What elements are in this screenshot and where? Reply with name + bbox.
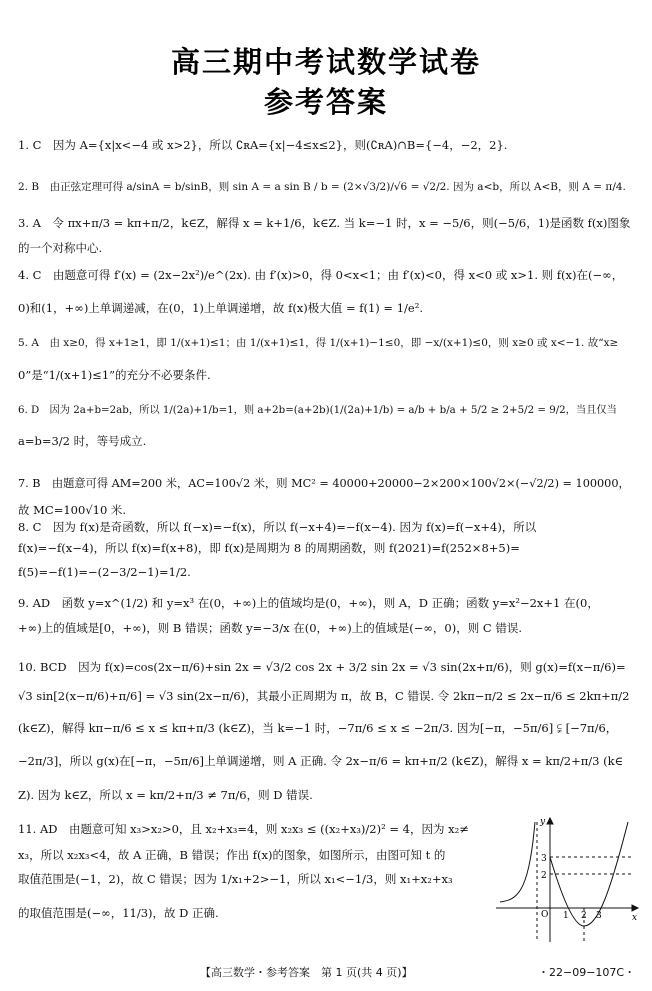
y-axis-arrow (547, 818, 553, 824)
answer-line: 6. D 因为 2a+b=2ab，所以 1/(2a)+1/b=1，则 a+2b=(a+2b)(1/(2a)+1/b) = a/b + b/a + 5/2 ≥ 2+5/2 = 9/2，当且仅当 (18, 404, 617, 416)
answer-line: √3 sin[2(x−π/6)+π/6] = √3 sin(2x−π/6)，其最小正周期为 π，故 B，C 错误. 令 2kπ−π/2 ≤ 2x−π/6 ≤ 2kπ+π/2 (18, 689, 630, 703)
answer-line: 故 MC=100√10 米. (18, 503, 127, 517)
tick-y-3: 3 (541, 854, 547, 864)
answer-line: 0)和(1，+∞)上单调递减，在(0，1)上单调递增，故 f(x)极大值 = f(1) = 1/e². (18, 301, 423, 315)
page-subtitle: 参考答案 (263, 85, 388, 119)
page-footer: 【高三数学・参考答案 第 1 页(共 4 页)】 (200, 966, 413, 979)
answer-line: 5. A 由 x≥0，得 x+1≥1，即 1/(x+1)≤1；由 1/(x+1)≤1，得 1/(x+1)−1≤0，即 −x/(x+1)≤0，则 x≥0 或 x<−1. 故“x≥ (18, 337, 619, 349)
axis-y-label: y (540, 817, 546, 827)
answer-line: 1. C 因为 A={x|x<−4 或 x>2}，所以 ∁ʀA={x|−4≤x≤2}，则(∁ʀA)∩B={−4，−2，2}. (18, 138, 508, 152)
answer-line: 0”是“1/(x+1)≤1”的充分不必要条件. (18, 368, 211, 382)
answer-line: 10. BCD 因为 f(x)=cos(2x−π/6)+sin 2x = √3/2 cos 2x + 3/2 sin 2x = √3 sin(2x+π/6)，则 g(x)=f(x−π/6)= (18, 660, 626, 674)
left-branch (500, 822, 535, 902)
answer-line: 3. A 令 πx+π/3 = kπ+π/2，k∈Z，解得 x = k+1/6，k∈Z. 当 k=−1 时，x = −5/6，则(−5/6，1)是函数 f(x)图象 (18, 216, 631, 230)
function-graph (492, 812, 642, 947)
answer-line: Z). 因为 k∈Z，所以 x = kπ/2+π/3 ≠ 7π/6，则 D 错误. (18, 788, 313, 802)
answer-line: f(5)=−f(1)=−(2−3/2−1)=1/2. (18, 565, 191, 579)
document-code: ・22−09−107C・ (538, 966, 636, 979)
answer-line: 的一个对称中心. (18, 241, 103, 255)
answer-line: x₃，所以 x₂x₃<4，故 A 正确，B 错误；作出 f(x)的图象，如图所示，由图可知 t 的 (18, 848, 446, 862)
tick-x-2: 2 (581, 911, 587, 921)
answer-line: f(x)=−f(x−4)，所以 f(x)=f(x+8)，即 f(x)是周期为 8 的周期函数，则 f(2021)=f(252×8+5)= (18, 541, 520, 555)
origin-label: O (541, 910, 549, 920)
tick-x-3: 3 (596, 911, 602, 921)
answer-line: −2π/3]，所以 g(x)在[−π，−5π/6]上单调递增，则 A 正确. 令 2x−π/6 = kπ+π/2 (k∈Z)，解得 x = kπ/2+π/3 (k∈ (18, 754, 624, 768)
answer-line: a=b=3/2 时，等号成立. (18, 434, 147, 448)
answer-line: 的取值范围是(−∞，11/3)，故 D 正确. (18, 906, 219, 920)
answer-line: 2. B 由正弦定理可得 a/sinA = b/sinB，则 sin A = a sin B / b = (2×√3/2)/√6 = √2/2. 因为 a<b，所以 A<B，则 A = π/4. (18, 181, 626, 193)
tick-y-2: 2 (541, 871, 547, 881)
x-axis-arrow (632, 905, 638, 911)
answer-line: 8. C 因为 f(x)是奇函数，所以 f(−x)=−f(x)，所以 f(−x+4)=−f(x−4). 因为 f(x)=f(−x+4)，所以 (18, 520, 537, 534)
answer-line: 7. B 由题意可得 AM=200 米，AC=100√2 米，则 MC² = 40000+20000−2×200×100√2×(−√2/2) = 100000， (18, 477, 630, 490)
answer-line: (k∈Z)，解得 kπ−π/6 ≤ x ≤ kπ+π/3 (k∈Z)，当 k=−1 时，−7π/6 ≤ x ≤ −2π/3. 因为[−π，−5π/6] ⫋ [−7π/6， (18, 721, 618, 735)
answer-line: 11. AD 由题意可知 x₃>x₂>0，且 x₂+x₃=4，则 x₂x₃ ≤ ((x₂+x₃)/2)² = 4，因为 x₂≠ (18, 822, 469, 836)
tick-x-1: 1 (563, 911, 569, 921)
answer-line: 4. C 由题意可得 f′(x) = (2x−2x²)/e^(2x). 由 f′(x)>0，得 0<x<1；由 f′(x)<0，得 x<0 或 x>1. 则 f(x)在(−∞， (18, 268, 624, 282)
page-title: 高三期中考试数学试卷 (170, 45, 481, 79)
answer-line: 取值范围是(−1，2)，故 C 错误；因为 1/x₁+2>−1，所以 x₁<−1/3，则 x₁+x₂+x₃ (18, 872, 453, 886)
axis-x-label: x (632, 913, 638, 923)
answer-line: 9. AD 函数 y=x^(1/2) 和 y=x³ 在(0，+∞)上的值域均是(0，+∞)，则 A，D 正确；函数 y=x²−2x+1 在(0， (18, 596, 599, 610)
answer-line: +∞)上的值域是[0，+∞)，则 B 错误；函数 y=−3/x 在(0，+∞)上的值域是(−∞，0)，则 C 错误. (18, 621, 522, 635)
